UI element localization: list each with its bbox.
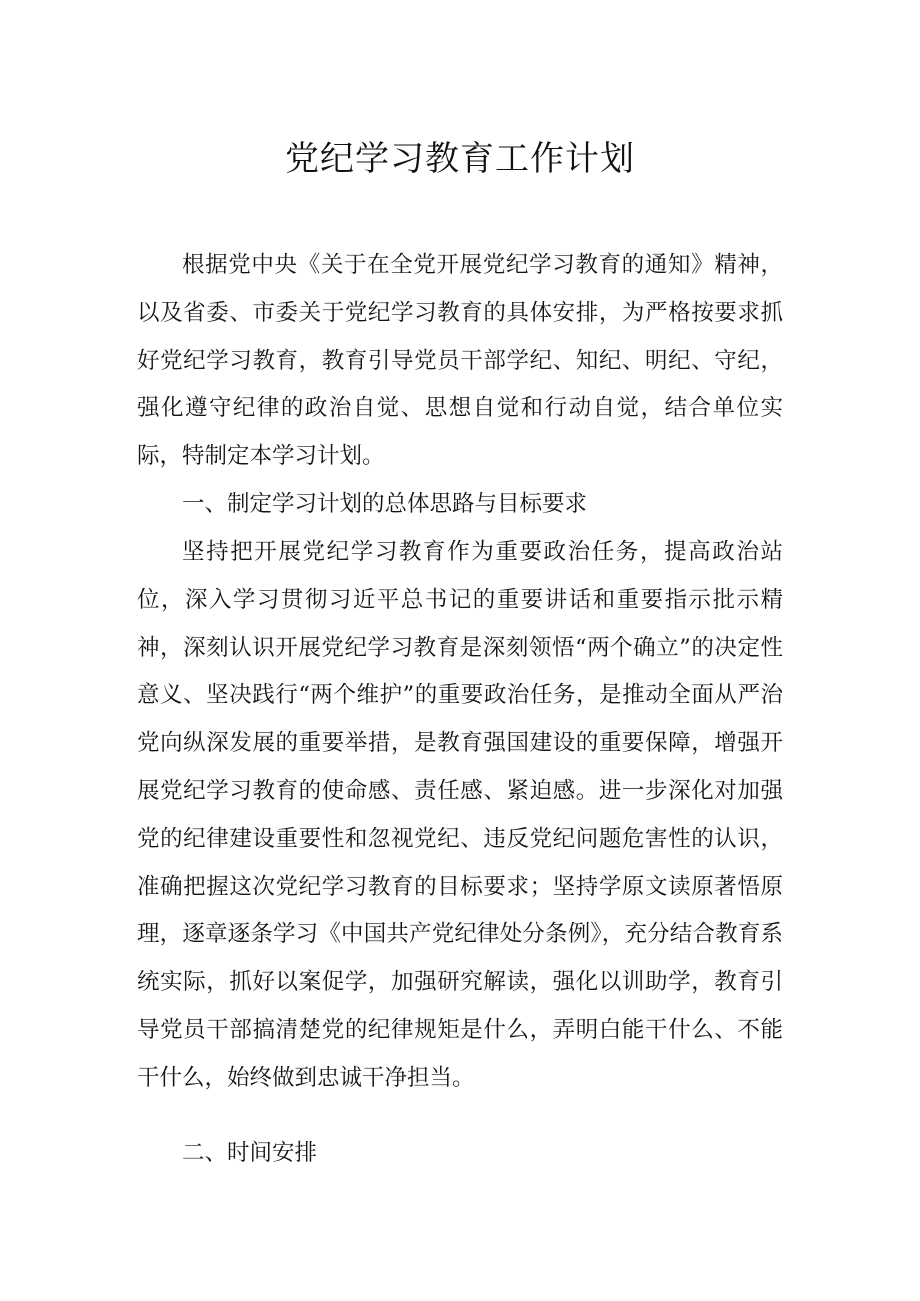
- document-title: 党纪学习教育工作计划: [285, 139, 635, 179]
- section-heading-2: 二、时间安排: [182, 1140, 318, 1166]
- intro-paragraph: 根据党中央《关于在全党开展党纪学习教育的通知》精神，以及省委、市委关于党纪学习教育的具体安排，为严格按要求抓好党纪学习教育，教育引导党员干部学纪、知纪、明纪、守纪，强化遵守纪律的政治自觉、思想自觉和行动自觉，结合单位实际，特制定本学习计划。: [137, 252, 783, 470]
- section-heading-1: 一、制定学习计划的总体思路与目标要求: [182, 491, 588, 517]
- section-1-paragraph: 坚持把开展党纪学习教育作为重要政治任务，提高政治站位，深入学习贯彻习近平总书记的重要讲话和重要指示批示精神，深刻认识开展党纪学习教育是深刻领悟“两个确立”的决定性意义、坚决践行“两个维护”的重要政治任务，是推动全面从严治党向纵深发展的重要举措，是教育强国建设的重要保障，增强开展党纪学习教育的使命感、责任感、紧迫感。进一步深化对加强党的纪律建设重要性和忽视党纪、违反党纪问题危害性的认识，准确把握这次党纪学习教育的目标要求；坚持学原文读原著悟原理，逐章逐条学习《中国共产党纪律处分条例》，充分结合教育系统实际，抓好以案促学，加强研究解读，强化以训助学，教育引导党员干部搞清楚党的纪律规矩是什么，弄明白能干什么、不能干什么，始终做到忠诚干净担当。: [137, 539, 783, 1091]
